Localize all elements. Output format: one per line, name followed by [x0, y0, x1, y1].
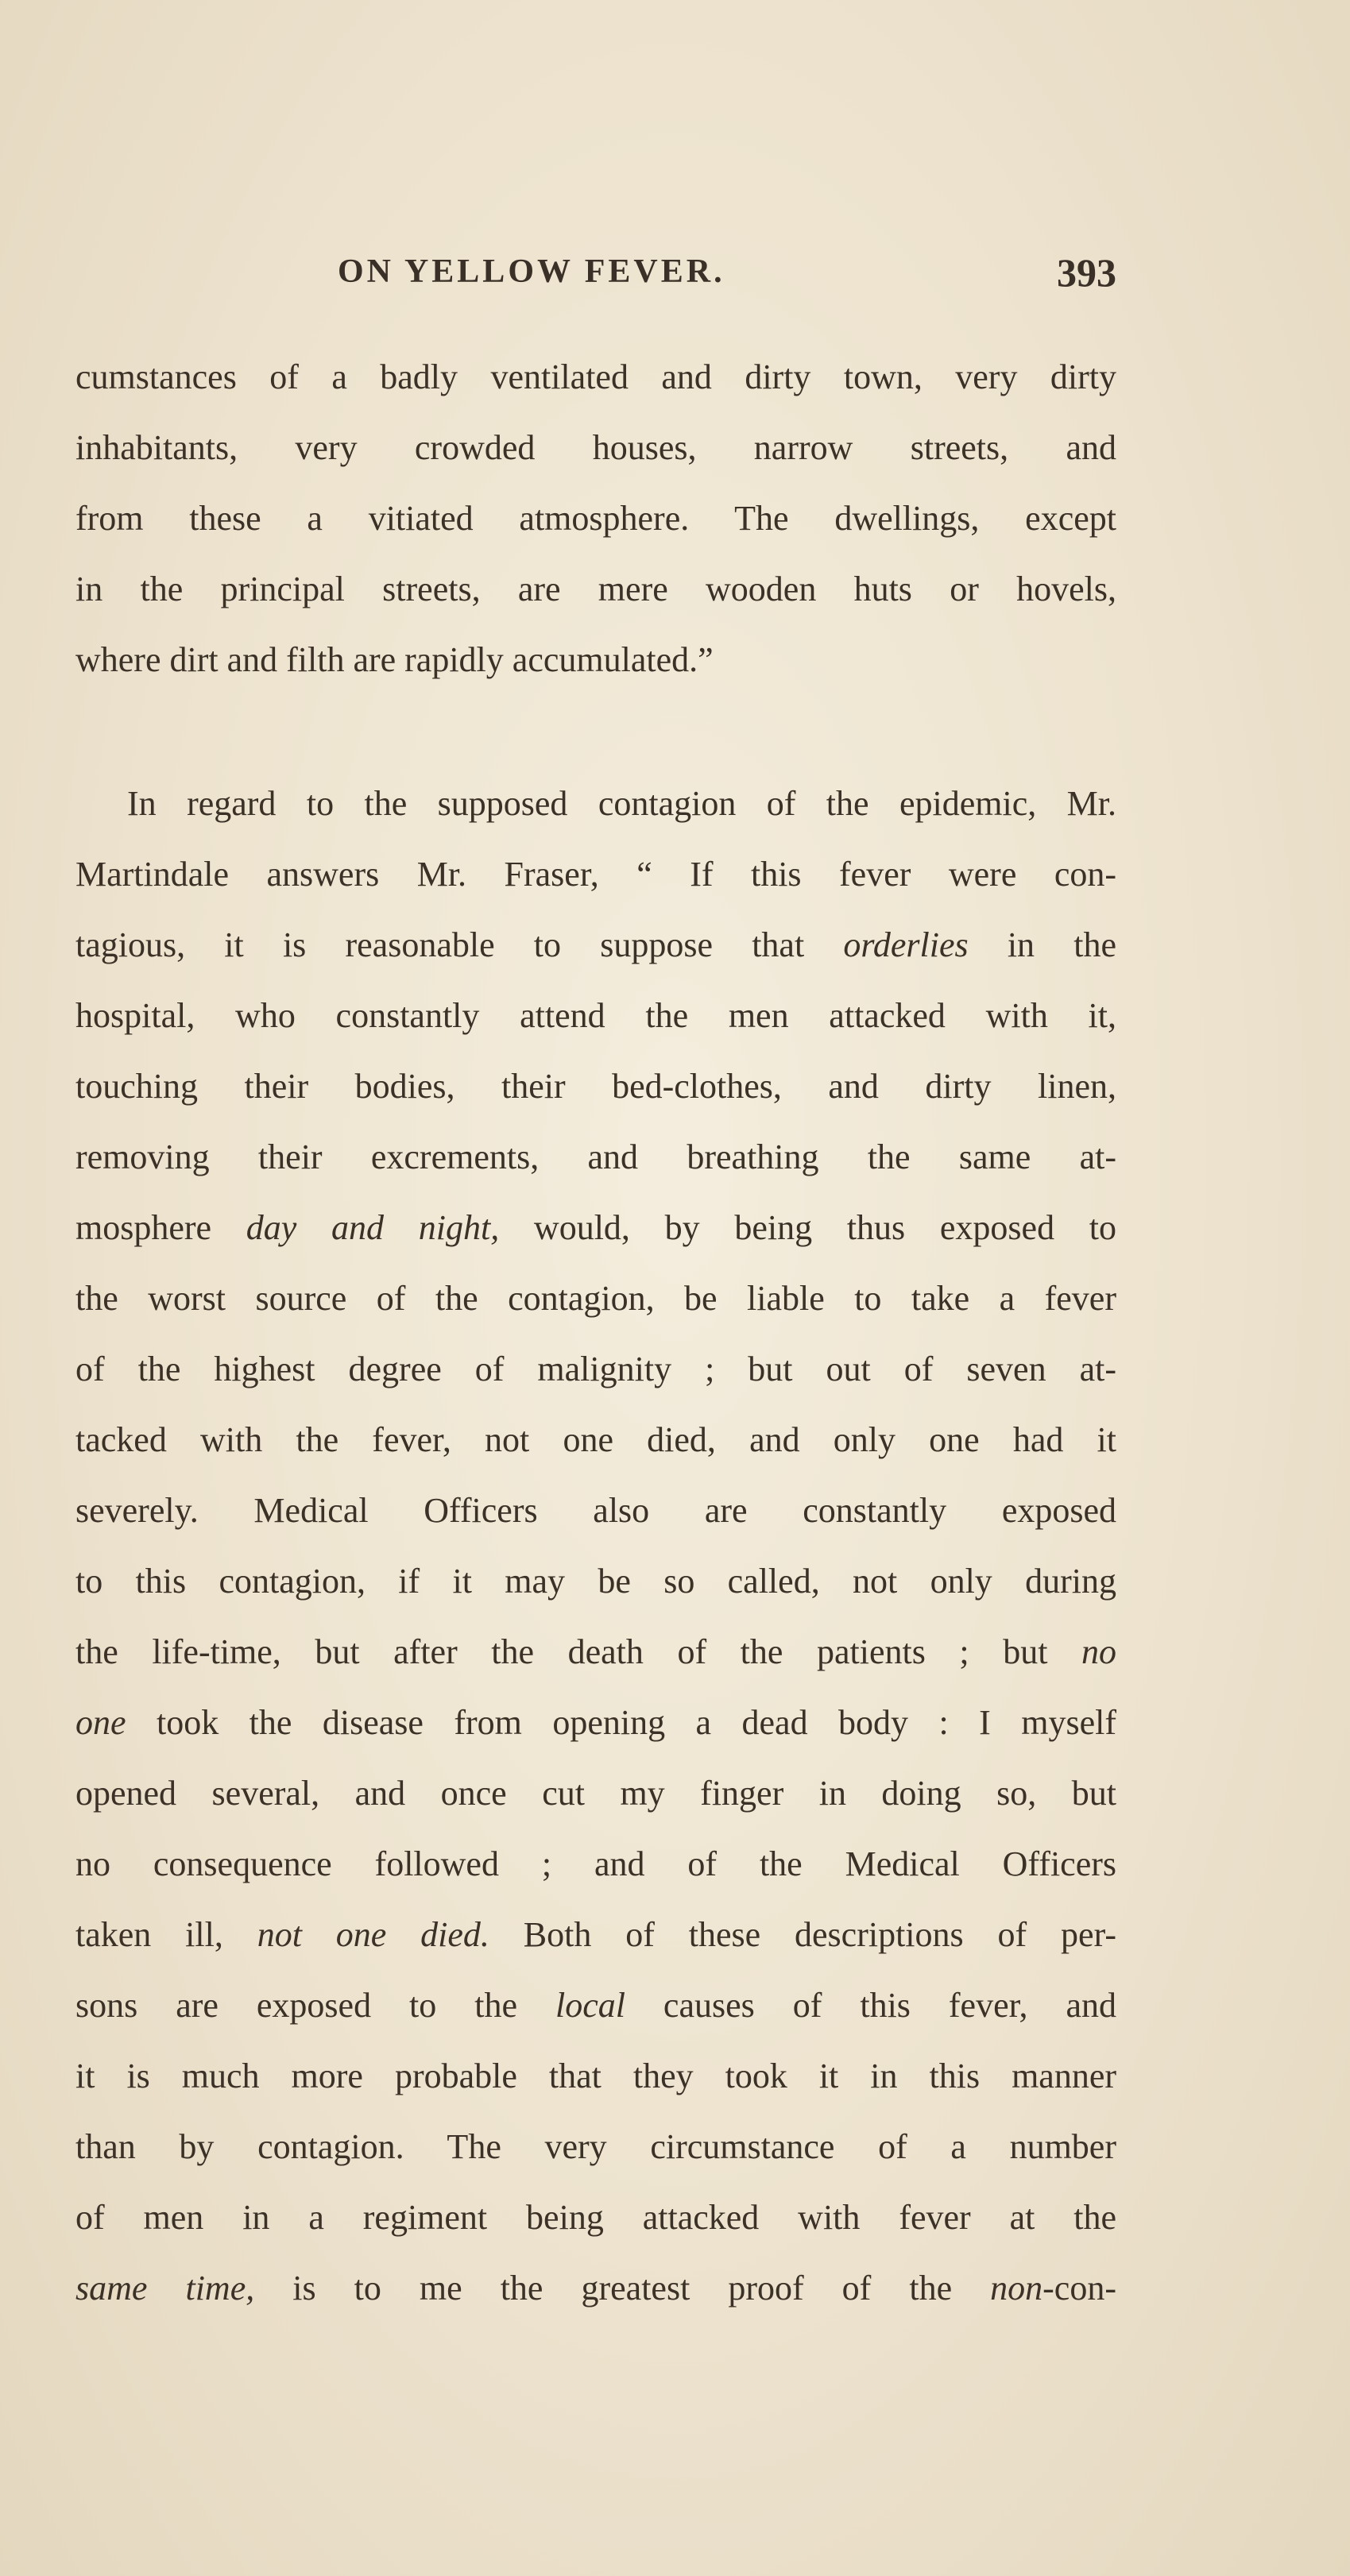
text-line: severely. Medical Officers also are constantly exposed: [75, 1491, 1116, 1530]
text-run: in the: [968, 925, 1116, 964]
text-line: inhabitants, very crowded houses, narrow streets, and: [75, 428, 1116, 467]
text-line: of the highest degree of malignity ; but out of seven at-: [75, 1350, 1116, 1388]
text-run: is to me the greatest proof of the: [254, 2269, 991, 2308]
text-line: [75, 1970, 1116, 2041]
text-line: [75, 1192, 1116, 1263]
text-line: tacked with the fever, not one died, and only one had it: [75, 1420, 1116, 1459]
italic-run: non: [990, 2269, 1043, 2308]
text-line: [75, 1899, 1116, 1970]
text-run: taken ill,: [75, 1915, 257, 1954]
text-line: the worst source of the contagion, be liable to take a fever: [75, 1279, 1116, 1318]
italic-run: local: [555, 1986, 625, 2025]
text-line: In regard to the supposed contagion of the epidemic, Mr.: [127, 784, 1116, 823]
italic-run: not one died.: [257, 1915, 489, 1954]
text-line: touching their bodies, their bed-clothes, and dirty linen,: [75, 1067, 1116, 1106]
text-line: where dirt and filth are rapidly accumulated.”: [75, 640, 714, 679]
text-run: the life-time, but after the death of the patients ; but: [75, 1632, 1081, 1671]
text-line: than by contagion. The very circumstance of a number: [75, 2127, 1116, 2166]
text-line: to this contagion, if it may be so called, not only during: [75, 1562, 1116, 1601]
text-line: it is much more probable that they took it in this manner: [75, 2057, 1116, 2095]
body-text: [75, 342, 1116, 2323]
italic-run: same time,: [75, 2269, 255, 2308]
italic-run: day and night,: [246, 1208, 500, 1247]
text-line: Martindale answers Mr. Fraser, “ If this fever were con-: [75, 855, 1116, 894]
running-title: ON YELLOW FEVER.: [338, 253, 725, 290]
text-line: hospital, who constantly attend the men attacked with it,: [75, 996, 1116, 1035]
text-run: Both of these descriptions of per-: [489, 1915, 1116, 1954]
text-line: cumstances of a badly ventilated and dirty town, very dirty: [75, 357, 1116, 396]
italic-run: one: [75, 1703, 126, 1742]
text-run: causes of this fever, and: [625, 1986, 1116, 2025]
text-line: no consequence followed ; and of the Medical Officers: [75, 1844, 1116, 1883]
text-line: [75, 2253, 1116, 2323]
text-run: -con-: [1042, 2269, 1116, 2308]
text-line: in the principal streets, are mere wooden huts or hovels,: [75, 570, 1116, 608]
text-run: took the disease from opening a dead body : I myself: [126, 1703, 1116, 1742]
page-number: 393: [1057, 250, 1116, 295]
text-run: mosphere: [75, 1208, 246, 1247]
text-line: [75, 1616, 1116, 1687]
text-run: sons are exposed to the: [75, 1986, 555, 2025]
text-line: opened several, and once cut my finger in doing so, but: [75, 1774, 1116, 1813]
running-head: [75, 250, 1116, 300]
italic-run: orderlies: [843, 925, 969, 964]
text-line: removing their excrements, and breathing the same at-: [75, 1137, 1116, 1176]
text-run: would, by being thus exposed to: [499, 1208, 1116, 1247]
text-line: [75, 910, 1116, 980]
text-run: tagious, it is reasonable to suppose that: [75, 925, 844, 964]
text-line: [75, 1687, 1116, 1758]
paragraph-2: [75, 768, 1116, 2323]
italic-run: no: [1081, 1632, 1116, 1671]
paragraph-1: [75, 342, 1116, 695]
text-line: from these a vitiated atmosphere. The dwellings, except: [75, 499, 1116, 538]
text-line: of men in a regiment being attacked with fever at the: [75, 2198, 1116, 2237]
paragraph-gap: [75, 695, 1116, 768]
